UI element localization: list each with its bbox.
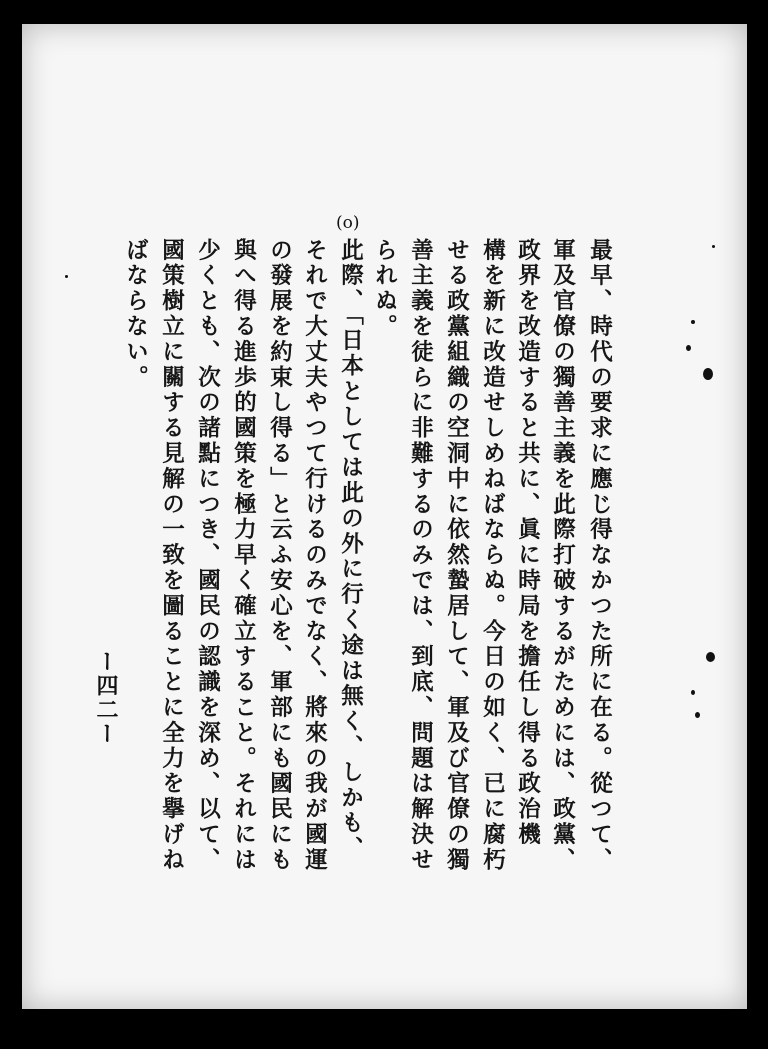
text-column-13: 國策樹立に關する見解の一致を圖ることに全力を擧げね (158, 238, 185, 873)
scan-speck (686, 345, 691, 351)
text-column-1: 最早、時代の要求に應じ得なかつた所に在る。從つて、 (586, 238, 613, 873)
scan-speck (703, 368, 713, 380)
page-number: ー四二ー (93, 650, 119, 746)
document-page (22, 24, 747, 1009)
text-column-4: 構を新に改造せしめねばならぬ。今日の如く、已に腐朽 (479, 238, 506, 873)
text-column-9: それで大丈夫やつて行けるのみでなく、將來の我が國運 (301, 238, 328, 873)
text-column-2: 軍及官僚の獨善主義を此際打破するがためには、政黨、 (549, 238, 576, 873)
text-column-7: られぬ。 (371, 238, 398, 340)
text-column-11: 與へ得る進歩的國策を極力早く確立すること。それには (230, 238, 257, 873)
scan-speck (695, 712, 700, 718)
scan-speck (691, 320, 695, 324)
scan-speck (706, 652, 715, 662)
text-column-8: 此際、「日本としては此の外に行く途は無く、しかも、 (337, 238, 364, 862)
text-column-5: せる政黨組織の空洞中に依然蟄居して、軍及び官僚の獨 (443, 238, 470, 873)
text-column-10: の發展を約束し得る」と云ふ安心を、軍部にも國民にも (266, 238, 293, 873)
text-column-14: ばならない。 (122, 238, 149, 391)
scan-speck (691, 690, 695, 695)
scan-speck (65, 275, 68, 278)
text-column-6: 善主義を徒らに非難するのみでは、到底、問題は解決せ (407, 238, 434, 873)
text-column-12: 少くとも、次の諸點につき、國民の認識を深め、以て、 (194, 238, 221, 873)
text-column-3: 政界を改造すると共に、眞に時局を擔任し得る政治機 (514, 238, 541, 848)
scan-speck (712, 245, 715, 248)
section-marker: (o) (336, 213, 360, 233)
